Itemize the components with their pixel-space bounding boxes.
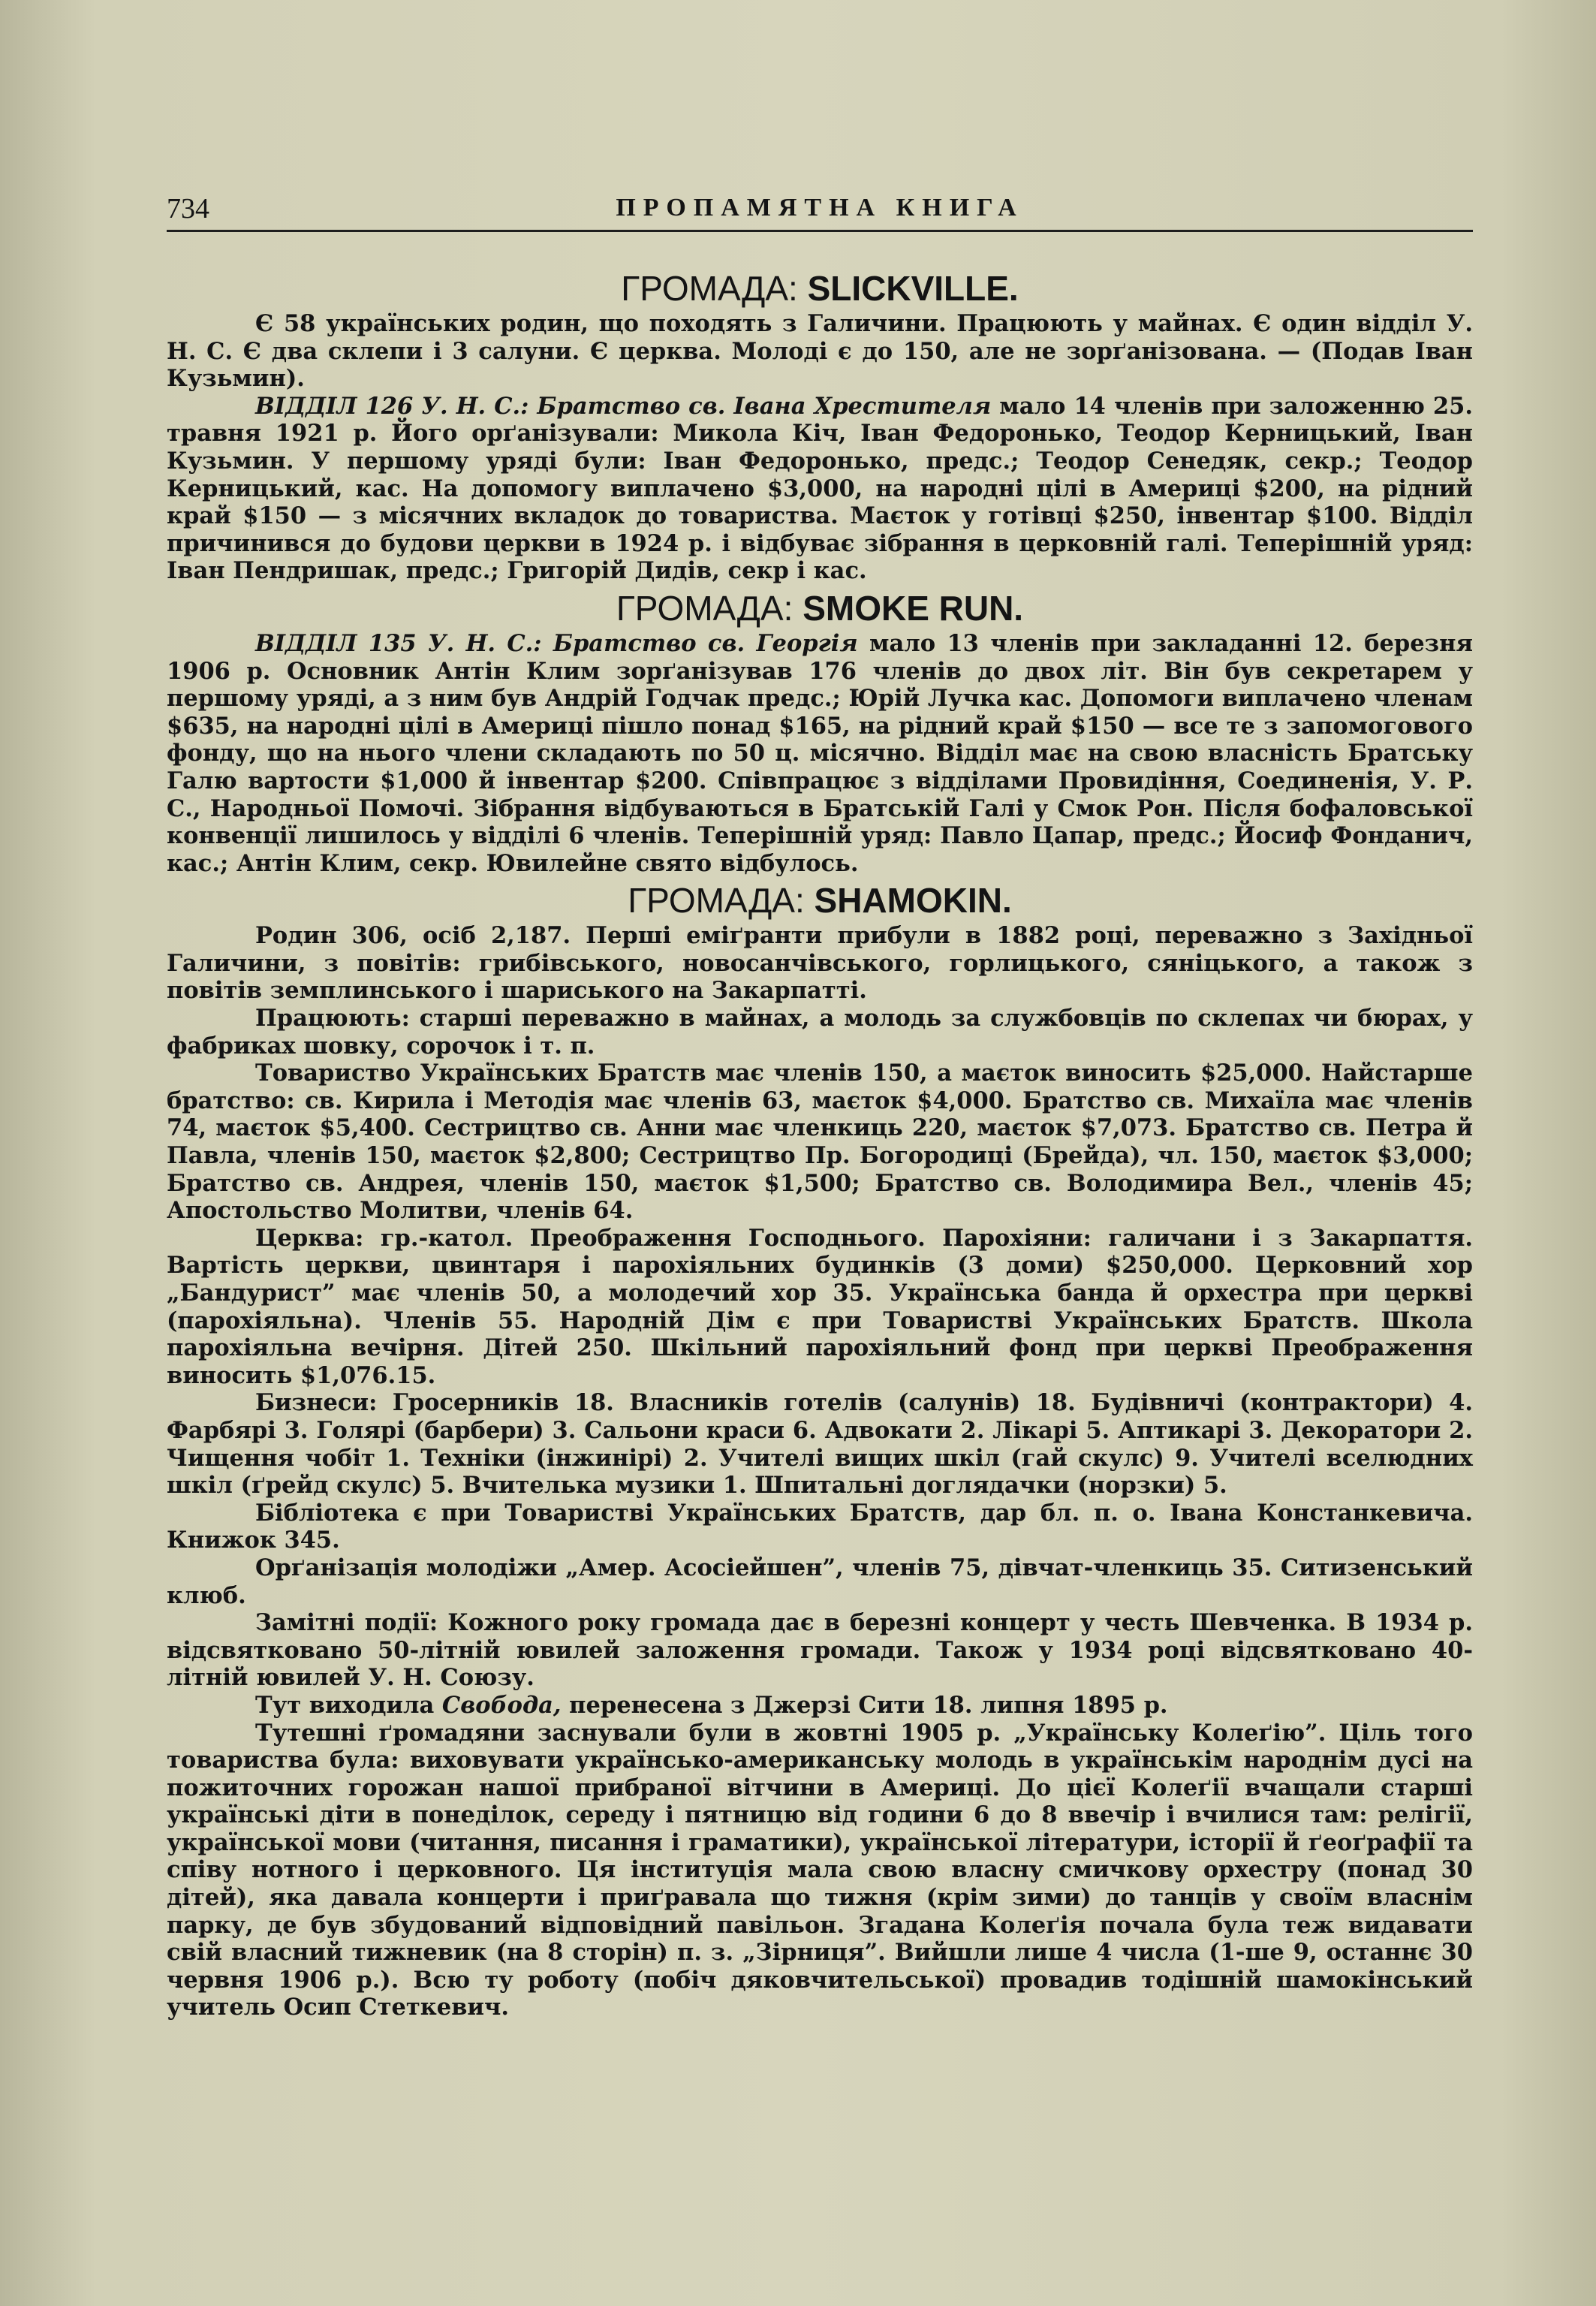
paragraph: [167, 310, 1473, 393]
paragraph: [167, 1609, 1473, 1692]
paragraph-text: Орґанізація молодіжи „Амер. Асосіейшен”, членів 75, дівчат-членкиць 35. Ситизенський клюб.: [167, 1554, 1473, 1609]
paragraph-text: Товариство Українських Братств має членів 150, а маєток виносить $25,000. Найстарше братство: св. Кирила і Методія має членів 63, маєток $4,000. Братство св. Михаїла має членів 74, маєток $5,400. Сестрицтво св. Анни має членкиць 220, маєток $7,073. Братство св. Петра й Павла, членів 150, маєток $2,800; Сестрицтво Пр. Богородиці (Брейда), чл. 150, маєток $3,000; Братство св. Андрея, членів 150, маєток $1,500; Братство св. Володимира Вел., членів 45; Апостольство Молитви, членів 64.: [167, 1060, 1473, 1225]
paragraph: [167, 1500, 1473, 1554]
section-title-shamokin: [167, 879, 1473, 922]
paragraph: [167, 1720, 1473, 2022]
paragraph: [167, 1060, 1473, 1225]
running-title: ПРОПАМЯТНА КНИГА: [616, 194, 1024, 222]
section-title-place: SMOKE RUN.: [803, 588, 1024, 628]
paragraph-text: Тутешні ґромадяни заснували були в жовтні 1905 р. „Українську Колеґію”. Ціль того товариства була: виховувати українсько-американську молодь в українськім народнім дусі на пожиточних горожан нашої прибраної вітчини в Америці. До цієї Колеґії вчащали старші українські діти в понеділок, середу і пятницю від години 6 до 8 ввечір і вчилися там: релігії, української мови (читання, писання і граматики), української літератури, історії й ґеоґрафії та співу нотного і церковного. Ця інституція мала свою власну смичкову орхестру (понад 30 дітей), яка давала концерти і приґравала що тижня (крім зими) до танців у своїм власнім парку, де був збудований відповідний павільон. Згадана Колеґія почала була теж видавати свій власний тижневик (на 8 сторін) п. з. „Зірниця”. Вийшли лише 4 числа (1-ше 9, останнє 30 червня 1906 р.). Всю ту роботу (побіч дяковчительської) провадив тодішній шамокінський учитель Осип Стеткевич.: [167, 1719, 1473, 2021]
section-title-prefix: ГРОМАДА:: [616, 588, 803, 628]
paragraph-text: мало 13 членів при закладанні 12. березня 1906 р. Основник Антін Клим зорґанізував 176 членів до двох літ. Він був секретарем у першому уряді, а з ним був Андрій Годчак предс.; Юрій Лучка кас. Допомоги виплачено членам $635, на народні цілі в Америці пішло понад $165, на рідний край $150 — все те з запомогового фонду, що на нього члени складають по 50 ц. місячно. Відділ має на свою власність Братську Галю вартости $1,000 й інвентар $200. Співпрацює з відділами Провидіння, Соединенія, У. Р. С., Народньої Помочі. Зібрання відбуваються в Братській Галі у Смок Рон. Після бофаловської конвенції лишилось у відділі 6 членів. Теперішній уряд: Павло Цапар, предс.; Йосиф Фонданич, кас.; Антін Клим, секр. Ювилейне свято відбулось.: [167, 629, 1473, 877]
paragraph: [167, 1005, 1473, 1060]
branch-lead: ВІДДІЛ 126 У. Н. С.: Братство св. Івана Хрестителя: [255, 392, 992, 420]
paragraph: [167, 1554, 1473, 1609]
paragraph-text: Тут виходила: [255, 1691, 442, 1719]
branch-lead: ВІДДІЛ 135 У. Н. С.: Братство св. Георгія: [255, 629, 858, 657]
section-title-prefix: ГРОМАДА:: [621, 269, 808, 308]
paragraph-text: Замітні події: Кожного року громада дає в березні концерт у честь Шевченка. В 1934 р. відсвятковано 50-літній ювилей заложення громади. Також у 1934 році відсвятковано 40-літній ювилей У. Н. Союзу.: [167, 1609, 1473, 1692]
paragraph-text: Церква: гр.-катол. Преображення Господнього. Парохіяни: галичани і з Закарпаття. Вартість церкви, цвинтаря і парохіяльних будинків (3 доми) $250,000. Церковний хор „Бандурист” має членів 50, а молодечий хор 35. Українська банда й орхестра при церкві (парохіяльна). Членів 55. Народній Дім є при Товаристві Українських Братств. Школа парохіяльна вечірня. Дітей 250. Шкільний парохіяльний фонд при церкві Преображення виносить $1,076.15.: [167, 1224, 1473, 1389]
page-header: [167, 189, 1473, 227]
section-title-place: SHAMOKIN.: [814, 881, 1012, 921]
header-rule: [167, 230, 1473, 232]
paragraph-text: перенесена з Джерзі Сити 18. липня 1895 р.: [561, 1691, 1168, 1719]
section-title-smoke-run: [167, 586, 1473, 630]
paragraph: [167, 922, 1473, 1005]
paragraph: [167, 1389, 1473, 1499]
paragraph: [167, 1225, 1473, 1390]
paragraph-text: Бібліотека є при Товаристві Українських Братств, дар бл. п. о. Івана Констанкевича. Книжок 345.: [167, 1499, 1473, 1554]
paragraph: [167, 1692, 1473, 1720]
section-title-slickville: [167, 267, 1473, 310]
paragraph-text: Родин 306, осіб 2,187. Перші еміґранти прибули в 1882 році, переважно з Західньої Галичини, з повітів: грибівського, новосанчівського, горлицького, сяніцького, а також з повітів земплинського і шариського на Закарпатті.: [167, 922, 1473, 1005]
newspaper-title: Свобода,: [441, 1691, 562, 1719]
paragraph-text: мало 14 членів при заложенню 25. травня 1921 р. Його орґанізували: Микола Кіч, Іван Федоронько, Теодор Керницький, Іван Кузьмин. У першому уряді були: Іван Федоронько, предс.; Теодор Сенедяк, секр.; Теодор Керницький, кас. На допомогу виплачено $3,000, на народні цілі в Америці $200, на рідний край $150 — з місячних вкладок до товариства. Маєток у готівці $250, інвентар $100. Відділ причинився до будови церкви в 1924 р. і відбуває зібрання в церковній галі. Теперішній уряд: Іван Пендришак, предс.; Григорій Дидів, секр і кас.: [167, 392, 1473, 585]
paragraph: [167, 630, 1473, 877]
page-content: [167, 267, 1473, 2021]
paragraph-text: Є 58 українських родин, що походять з Галичини. Працюють у майнах. Є один відділ У. Н. С. Є два склепи і 3 салуни. Є церква. Молоді є до 150, але не зорґанізована. — (Подав Іван Кузьмин).: [167, 310, 1473, 393]
section-title-place: SLICKVILLE.: [807, 269, 1019, 308]
section-title-prefix: ГРОМАДА:: [628, 881, 815, 921]
paragraph-text: Бизнеси: Гросерників 18. Власників готелів (салунів) 18. Будівничі (контрактори) 4. Фарбярі 3. Голярі (барбери) 3. Сальони краси 6. Адвокати 2. Лікарі 5. Аптикарі 3. Декоратори 2. Чищення чобіт 1. Техніки (інжинірі) 2. Учителі вищих шкіл (гай скулс) 9. Учителі вселюдних шкіл (ґрейд скулс) 5. Вчителька музики 1. Шпитальні доглядачки (норзки) 5.: [167, 1389, 1473, 1500]
paragraph-text: Працюють: старші переважно в майнах, а молодь за службовців по склепах чи бюрах, у фабриках шовку, сорочок і т. п.: [167, 1005, 1473, 1060]
paragraph: [167, 393, 1473, 585]
page-number: 734: [167, 193, 209, 225]
